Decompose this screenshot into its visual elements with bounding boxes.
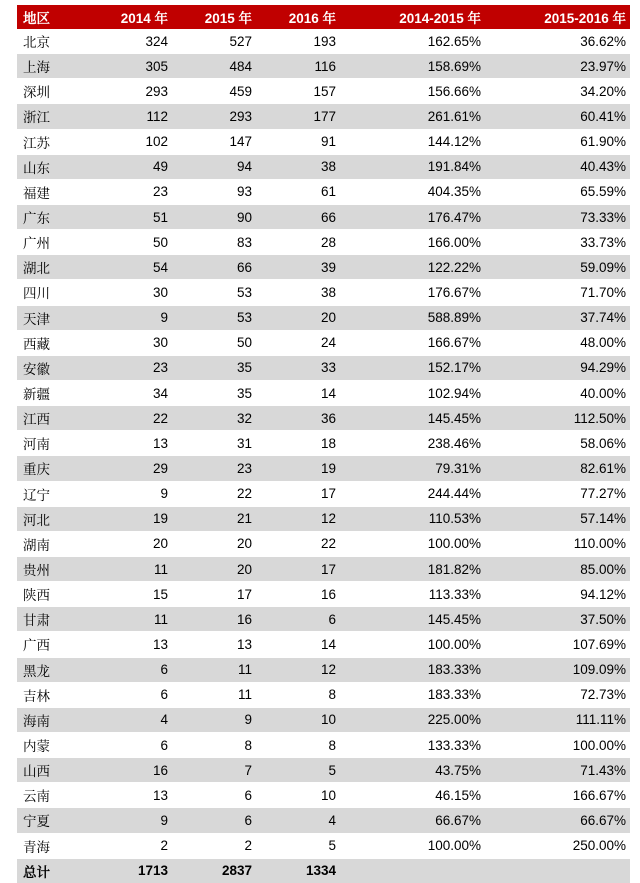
year-2015-cell: 484 bbox=[172, 54, 256, 79]
growth-2015-2016-cell: 94.29% bbox=[485, 355, 630, 380]
region-cell: 黑龙 bbox=[17, 657, 85, 682]
year-2015-cell: 17 bbox=[172, 582, 256, 607]
year-2015-cell: 11 bbox=[172, 682, 256, 707]
year-2016-cell: 33 bbox=[256, 355, 340, 380]
region-cell: 西藏 bbox=[17, 330, 85, 355]
year-2015-cell: 50 bbox=[172, 330, 256, 355]
year-2015-cell: 35 bbox=[172, 355, 256, 380]
year-2015-cell: 9 bbox=[172, 707, 256, 732]
year-2014-cell: 293 bbox=[85, 79, 172, 104]
growth-2014-2015-cell: 100.00% bbox=[340, 632, 485, 657]
year-2016-cell: 16 bbox=[256, 582, 340, 607]
growth-2014-2015-cell: 166.00% bbox=[340, 230, 485, 255]
growth-2015-2016-cell: 73.33% bbox=[485, 204, 630, 229]
growth-2015-2016-cell: 23.97% bbox=[485, 54, 630, 79]
year-2015-cell: 20 bbox=[172, 531, 256, 556]
total-year-2015-cell: 2837 bbox=[172, 858, 256, 883]
growth-2014-2015-cell: 152.17% bbox=[340, 355, 485, 380]
table-row bbox=[17, 707, 630, 732]
year-2015-cell: 66 bbox=[172, 255, 256, 280]
region-cell: 湖北 bbox=[17, 255, 85, 280]
region-cell: 广州 bbox=[17, 230, 85, 255]
table-row bbox=[17, 380, 630, 405]
table-body bbox=[17, 29, 630, 858]
year-2014-cell: 11 bbox=[85, 607, 172, 632]
table-row bbox=[17, 129, 630, 154]
year-2015-cell: 6 bbox=[172, 783, 256, 808]
year-2014-cell: 20 bbox=[85, 531, 172, 556]
growth-2014-2015-cell: 183.33% bbox=[340, 657, 485, 682]
total-row bbox=[17, 858, 630, 883]
growth-2015-2016-cell: 40.00% bbox=[485, 380, 630, 405]
year-2015-cell: 35 bbox=[172, 380, 256, 405]
year-2014-cell: 29 bbox=[85, 456, 172, 481]
table-row bbox=[17, 406, 630, 431]
year-2015-cell: 293 bbox=[172, 104, 256, 129]
growth-2014-2015-cell: 156.66% bbox=[340, 79, 485, 104]
region-cell: 山西 bbox=[17, 758, 85, 783]
growth-2014-2015-cell: 225.00% bbox=[340, 707, 485, 732]
table-row bbox=[17, 783, 630, 808]
growth-2014-2015-cell: 100.00% bbox=[340, 531, 485, 556]
table-footer bbox=[17, 858, 630, 883]
year-2015-cell: 527 bbox=[172, 29, 256, 54]
growth-2015-2016-cell: 85.00% bbox=[485, 556, 630, 581]
table-row bbox=[17, 79, 630, 104]
growth-2015-2016-cell: 100.00% bbox=[485, 732, 630, 757]
year-2014-cell: 6 bbox=[85, 657, 172, 682]
growth-2014-2015-cell: 144.12% bbox=[340, 129, 485, 154]
growth-2015-2016-cell: 48.00% bbox=[485, 330, 630, 355]
table-row bbox=[17, 29, 630, 54]
region-cell: 吉林 bbox=[17, 682, 85, 707]
region-cell: 天津 bbox=[17, 305, 85, 330]
growth-2015-2016-cell: 60.41% bbox=[485, 104, 630, 129]
year-2015-cell: 22 bbox=[172, 481, 256, 506]
region-cell: 山东 bbox=[17, 154, 85, 179]
year-2014-cell: 34 bbox=[85, 380, 172, 405]
region-cell: 青海 bbox=[17, 833, 85, 858]
growth-2014-2015-cell: 79.31% bbox=[340, 456, 485, 481]
year-2016-cell: 91 bbox=[256, 129, 340, 154]
growth-2014-2015-cell: 261.61% bbox=[340, 104, 485, 129]
year-2016-cell: 36 bbox=[256, 406, 340, 431]
year-2016-cell: 10 bbox=[256, 783, 340, 808]
year-2016-cell: 6 bbox=[256, 607, 340, 632]
growth-2015-2016-cell: 65.59% bbox=[485, 179, 630, 204]
year-2015-cell: 32 bbox=[172, 406, 256, 431]
region-cell: 福建 bbox=[17, 179, 85, 204]
year-2014-cell: 324 bbox=[85, 29, 172, 54]
year-2015-cell: 16 bbox=[172, 607, 256, 632]
total-label: 总计 bbox=[17, 858, 85, 883]
year-2016-cell: 10 bbox=[256, 707, 340, 732]
year-2014-cell: 2 bbox=[85, 833, 172, 858]
growth-2015-2016-cell: 57.14% bbox=[485, 506, 630, 531]
year-2016-cell: 12 bbox=[256, 506, 340, 531]
region-cell: 四川 bbox=[17, 280, 85, 305]
growth-2015-2016-cell: 94.12% bbox=[485, 582, 630, 607]
year-2015-header: 2015 年 bbox=[172, 5, 256, 29]
growth-2015-2016-cell: 37.50% bbox=[485, 607, 630, 632]
year-2014-cell: 4 bbox=[85, 707, 172, 732]
region-cell: 河南 bbox=[17, 431, 85, 456]
region-cell: 甘肃 bbox=[17, 607, 85, 632]
growth-2014-2015-cell: 100.00% bbox=[340, 833, 485, 858]
table-row bbox=[17, 582, 630, 607]
region-cell: 湖南 bbox=[17, 531, 85, 556]
table-row bbox=[17, 204, 630, 229]
growth-2015-2016-cell: 61.90% bbox=[485, 129, 630, 154]
year-2016-cell: 4 bbox=[256, 808, 340, 833]
growth-2015-2016-header: 2015-2016 年 bbox=[485, 5, 630, 29]
table-row bbox=[17, 456, 630, 481]
growth-2014-2015-cell: 176.67% bbox=[340, 280, 485, 305]
growth-2014-2015-cell: 43.75% bbox=[340, 758, 485, 783]
growth-2014-2015-cell: 102.94% bbox=[340, 380, 485, 405]
table-row bbox=[17, 179, 630, 204]
table-row bbox=[17, 154, 630, 179]
table-row bbox=[17, 758, 630, 783]
growth-2015-2016-cell: 111.11% bbox=[485, 707, 630, 732]
table-row bbox=[17, 632, 630, 657]
year-2014-cell: 305 bbox=[85, 54, 172, 79]
year-2014-cell: 13 bbox=[85, 431, 172, 456]
table-row bbox=[17, 431, 630, 456]
year-2015-cell: 11 bbox=[172, 657, 256, 682]
year-2015-cell: 23 bbox=[172, 456, 256, 481]
year-2016-cell: 39 bbox=[256, 255, 340, 280]
total-year-2014-cell: 1713 bbox=[85, 858, 172, 883]
year-2016-cell: 66 bbox=[256, 204, 340, 229]
year-2014-cell: 112 bbox=[85, 104, 172, 129]
table-row bbox=[17, 556, 630, 581]
growth-2015-2016-cell: 110.00% bbox=[485, 531, 630, 556]
region-cell: 陕西 bbox=[17, 582, 85, 607]
year-2014-cell: 6 bbox=[85, 732, 172, 757]
growth-2015-2016-cell: 40.43% bbox=[485, 154, 630, 179]
year-2016-cell: 20 bbox=[256, 305, 340, 330]
region-cell: 新疆 bbox=[17, 380, 85, 405]
year-2014-cell: 30 bbox=[85, 280, 172, 305]
table-row bbox=[17, 355, 630, 380]
table-row bbox=[17, 305, 630, 330]
year-2014-cell: 102 bbox=[85, 129, 172, 154]
year-2015-cell: 8 bbox=[172, 732, 256, 757]
year-2015-cell: 94 bbox=[172, 154, 256, 179]
growth-2014-2015-cell: 404.35% bbox=[340, 179, 485, 204]
year-2014-cell: 51 bbox=[85, 204, 172, 229]
year-2015-cell: 2 bbox=[172, 833, 256, 858]
growth-2015-2016-cell: 34.20% bbox=[485, 79, 630, 104]
region-cell: 宁夏 bbox=[17, 808, 85, 833]
year-2016-cell: 116 bbox=[256, 54, 340, 79]
year-2014-cell: 16 bbox=[85, 758, 172, 783]
table-row bbox=[17, 54, 630, 79]
year-2016-cell: 22 bbox=[256, 531, 340, 556]
table-row bbox=[17, 280, 630, 305]
growth-2014-2015-cell: 162.65% bbox=[340, 29, 485, 54]
region-cell: 北京 bbox=[17, 29, 85, 54]
total-growth-2015-2016-cell bbox=[485, 858, 630, 883]
year-2016-cell: 8 bbox=[256, 682, 340, 707]
growth-2014-2015-cell: 66.67% bbox=[340, 808, 485, 833]
region-cell: 浙江 bbox=[17, 104, 85, 129]
year-2014-cell: 11 bbox=[85, 556, 172, 581]
year-2014-cell: 30 bbox=[85, 330, 172, 355]
year-2016-cell: 14 bbox=[256, 380, 340, 405]
table-row bbox=[17, 330, 630, 355]
growth-2015-2016-cell: 37.74% bbox=[485, 305, 630, 330]
year-2014-cell: 15 bbox=[85, 582, 172, 607]
year-2015-cell: 83 bbox=[172, 230, 256, 255]
growth-2015-2016-cell: 250.00% bbox=[485, 833, 630, 858]
growth-2015-2016-cell: 71.70% bbox=[485, 280, 630, 305]
year-2015-cell: 147 bbox=[172, 129, 256, 154]
region-cell: 上海 bbox=[17, 54, 85, 79]
region-cell: 重庆 bbox=[17, 456, 85, 481]
growth-2015-2016-cell: 59.09% bbox=[485, 255, 630, 280]
growth-2015-2016-cell: 72.73% bbox=[485, 682, 630, 707]
year-2016-cell: 12 bbox=[256, 657, 340, 682]
year-2016-cell: 38 bbox=[256, 154, 340, 179]
year-2014-cell: 13 bbox=[85, 632, 172, 657]
year-2015-cell: 31 bbox=[172, 431, 256, 456]
region-cell: 河北 bbox=[17, 506, 85, 531]
growth-2014-2015-cell: 46.15% bbox=[340, 783, 485, 808]
year-2016-cell: 17 bbox=[256, 556, 340, 581]
year-2015-cell: 93 bbox=[172, 179, 256, 204]
year-2015-cell: 20 bbox=[172, 556, 256, 581]
year-2014-cell: 6 bbox=[85, 682, 172, 707]
growth-2015-2016-cell: 66.67% bbox=[485, 808, 630, 833]
region-growth-table bbox=[17, 5, 630, 883]
growth-2015-2016-cell: 82.61% bbox=[485, 456, 630, 481]
year-2016-cell: 61 bbox=[256, 179, 340, 204]
table-header bbox=[17, 5, 630, 29]
region-cell: 广西 bbox=[17, 632, 85, 657]
year-2016-cell: 38 bbox=[256, 280, 340, 305]
growth-2015-2016-cell: 33.73% bbox=[485, 230, 630, 255]
total-growth-2014-2015-cell bbox=[340, 858, 485, 883]
growth-2015-2016-cell: 71.43% bbox=[485, 758, 630, 783]
growth-2015-2016-cell: 58.06% bbox=[485, 431, 630, 456]
growth-2014-2015-cell: 181.82% bbox=[340, 556, 485, 581]
year-2014-cell: 13 bbox=[85, 783, 172, 808]
table-row bbox=[17, 481, 630, 506]
region-cell: 深圳 bbox=[17, 79, 85, 104]
year-2016-cell: 19 bbox=[256, 456, 340, 481]
year-2014-cell: 23 bbox=[85, 179, 172, 204]
region-cell: 贵州 bbox=[17, 556, 85, 581]
table-row bbox=[17, 506, 630, 531]
growth-2014-2015-cell: 122.22% bbox=[340, 255, 485, 280]
year-2015-cell: 53 bbox=[172, 305, 256, 330]
year-2015-cell: 6 bbox=[172, 808, 256, 833]
year-2014-cell: 9 bbox=[85, 481, 172, 506]
year-2016-cell: 18 bbox=[256, 431, 340, 456]
table-row bbox=[17, 833, 630, 858]
year-2016-cell: 24 bbox=[256, 330, 340, 355]
region-cell: 江西 bbox=[17, 406, 85, 431]
year-2016-cell: 177 bbox=[256, 104, 340, 129]
year-2015-cell: 53 bbox=[172, 280, 256, 305]
year-2016-cell: 17 bbox=[256, 481, 340, 506]
header-row bbox=[17, 5, 630, 29]
growth-2014-2015-cell: 113.33% bbox=[340, 582, 485, 607]
year-2014-cell: 22 bbox=[85, 406, 172, 431]
total-year-2016-cell: 1334 bbox=[256, 858, 340, 883]
data-table-container bbox=[17, 5, 630, 883]
growth-2014-2015-cell: 588.89% bbox=[340, 305, 485, 330]
year-2016-cell: 193 bbox=[256, 29, 340, 54]
year-2016-cell: 5 bbox=[256, 758, 340, 783]
growth-2015-2016-cell: 166.67% bbox=[485, 783, 630, 808]
year-2014-cell: 23 bbox=[85, 355, 172, 380]
year-2014-header: 2014 年 bbox=[85, 5, 172, 29]
growth-2015-2016-cell: 36.62% bbox=[485, 29, 630, 54]
year-2016-header: 2016 年 bbox=[256, 5, 340, 29]
year-2015-cell: 90 bbox=[172, 204, 256, 229]
growth-2014-2015-cell: 145.45% bbox=[340, 607, 485, 632]
table-row bbox=[17, 531, 630, 556]
year-2015-cell: 21 bbox=[172, 506, 256, 531]
region-cell: 辽宁 bbox=[17, 481, 85, 506]
year-2016-cell: 8 bbox=[256, 732, 340, 757]
growth-2014-2015-cell: 183.33% bbox=[340, 682, 485, 707]
year-2014-cell: 50 bbox=[85, 230, 172, 255]
table-row bbox=[17, 230, 630, 255]
region-cell: 安徽 bbox=[17, 355, 85, 380]
region-header: 地区 bbox=[17, 5, 85, 29]
year-2016-cell: 14 bbox=[256, 632, 340, 657]
growth-2014-2015-cell: 191.84% bbox=[340, 154, 485, 179]
table-row bbox=[17, 657, 630, 682]
growth-2014-2015-cell: 133.33% bbox=[340, 732, 485, 757]
table-row bbox=[17, 104, 630, 129]
year-2015-cell: 13 bbox=[172, 632, 256, 657]
year-2015-cell: 459 bbox=[172, 79, 256, 104]
year-2014-cell: 54 bbox=[85, 255, 172, 280]
year-2016-cell: 157 bbox=[256, 79, 340, 104]
growth-2014-2015-cell: 166.67% bbox=[340, 330, 485, 355]
region-cell: 江苏 bbox=[17, 129, 85, 154]
growth-2014-2015-cell: 145.45% bbox=[340, 406, 485, 431]
year-2014-cell: 19 bbox=[85, 506, 172, 531]
year-2016-cell: 28 bbox=[256, 230, 340, 255]
region-cell: 云南 bbox=[17, 783, 85, 808]
growth-2015-2016-cell: 77.27% bbox=[485, 481, 630, 506]
growth-2014-2015-cell: 176.47% bbox=[340, 204, 485, 229]
growth-2014-2015-cell: 110.53% bbox=[340, 506, 485, 531]
growth-2015-2016-cell: 109.09% bbox=[485, 657, 630, 682]
table-row bbox=[17, 808, 630, 833]
year-2015-cell: 7 bbox=[172, 758, 256, 783]
region-cell: 广东 bbox=[17, 204, 85, 229]
table-row bbox=[17, 682, 630, 707]
region-cell: 海南 bbox=[17, 707, 85, 732]
year-2016-cell: 5 bbox=[256, 833, 340, 858]
growth-2014-2015-cell: 238.46% bbox=[340, 431, 485, 456]
growth-2015-2016-cell: 112.50% bbox=[485, 406, 630, 431]
year-2014-cell: 49 bbox=[85, 154, 172, 179]
table-row bbox=[17, 732, 630, 757]
table-row bbox=[17, 255, 630, 280]
growth-2014-2015-cell: 244.44% bbox=[340, 481, 485, 506]
year-2014-cell: 9 bbox=[85, 808, 172, 833]
growth-2015-2016-cell: 107.69% bbox=[485, 632, 630, 657]
growth-2014-2015-header: 2014-2015 年 bbox=[340, 5, 485, 29]
growth-2014-2015-cell: 158.69% bbox=[340, 54, 485, 79]
year-2014-cell: 9 bbox=[85, 305, 172, 330]
region-cell: 内蒙 bbox=[17, 732, 85, 757]
table-row bbox=[17, 607, 630, 632]
